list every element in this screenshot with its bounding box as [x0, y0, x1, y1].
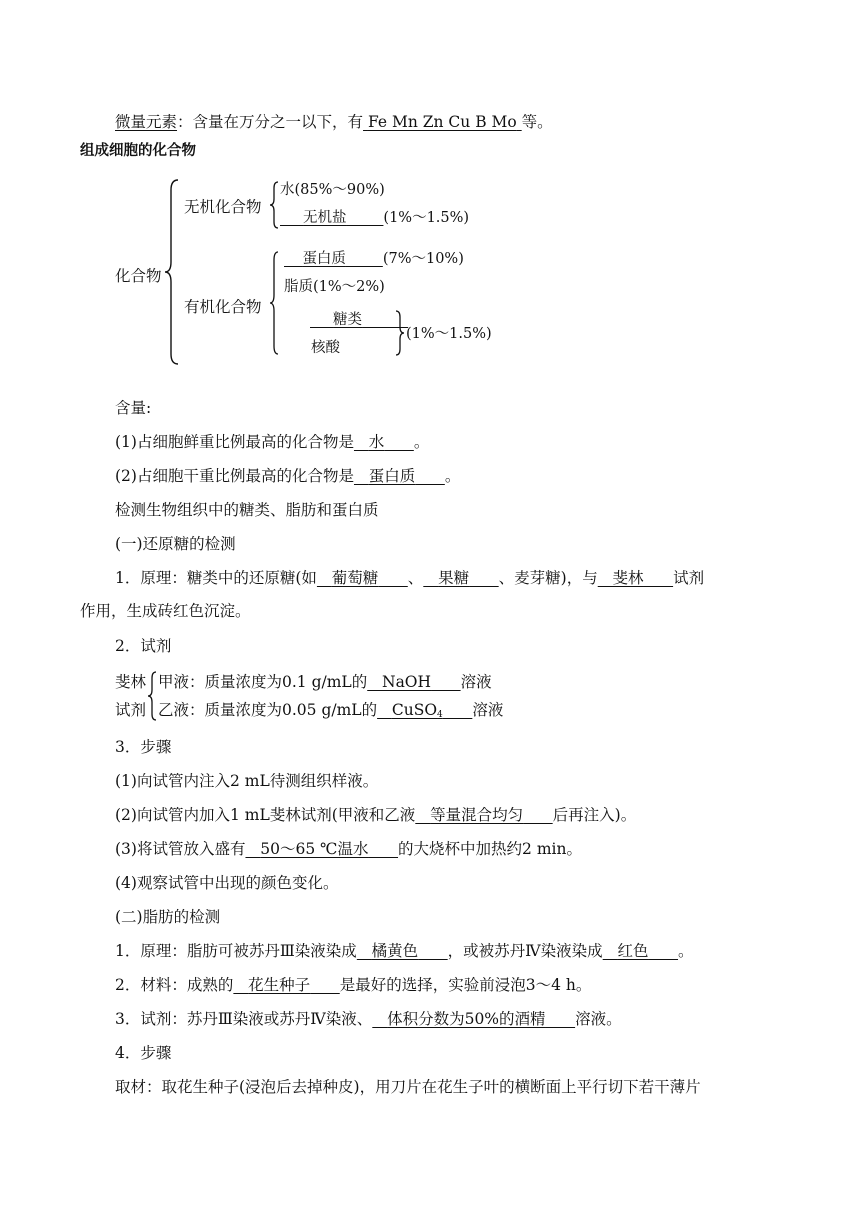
reagent-b: 乙液：质量浓度为0.05 g/mL的 CuSO$_4$ 溶液 — [158, 701, 504, 720]
tree-organic: 有机化合物 — [184, 298, 262, 316]
orange-yellow-blank: 橘黄色 — [371, 942, 419, 960]
reagent-a: 甲液：质量浓度为0.1 g/mL的 NaOH 溶液 — [158, 673, 492, 691]
trace-elements-suffix: 等。 — [521, 113, 553, 131]
step-2-blank: 等量混合均匀 — [430, 806, 524, 824]
fat-sampling: 取材：取花生种子(浸泡后去掉种皮)，用刀片在花生子叶的横断面上平行切下若干薄片 — [115, 1078, 701, 1096]
step-3-blank: 50～65 ℃温水 — [260, 840, 369, 858]
fat-principle: 1．原理：脂肪可被苏丹Ⅲ染液染成 橘黄色 ，或被苏丹Ⅳ染液染成 红色 。 — [115, 942, 694, 960]
brace-root — [163, 178, 181, 366]
tree-lipid: 脂质(1%～2%) — [284, 279, 385, 295]
reagent-name-1: 斐林 — [115, 673, 147, 691]
trace-elements-desc: ：含量在万分之一以下，有 — [177, 113, 364, 131]
fructose-blank: 果糖 — [438, 569, 470, 587]
brace-reagent — [146, 670, 158, 722]
naoh-blank: NaOH — [382, 673, 432, 691]
tree-protein-pct: (7%～10%) — [382, 251, 464, 267]
trace-elements-blank: Fe Mn Zn Cu B Mo — [367, 113, 517, 131]
brace-organic — [268, 250, 280, 356]
peanut-blank: 花生种子 — [248, 976, 311, 994]
tree-sugar-blank: 糖类 — [333, 312, 363, 328]
tree-water: 水(85%～90%) — [280, 182, 385, 198]
section-fat: (二)脂肪的检测 — [115, 908, 221, 926]
tree-nucleic: 核酸 — [311, 340, 340, 356]
tree-protein-line — [284, 249, 464, 269]
step-4: (4)观察试管中出现的颜色变化。 — [115, 874, 339, 892]
fat-material: 2．材料：成熟的 花生种子 是最好的选择，实验前浸泡3～4 h。 — [115, 976, 592, 994]
detect-title: 检测生物组织中的糖类、脂肪和蛋白质 — [115, 501, 379, 519]
fat-reagent: 3．试剂：苏丹Ⅲ染液或苏丹Ⅳ染液、 体积分数为50%的酒精 溶液。 — [115, 1010, 622, 1028]
trace-elements-line — [115, 112, 553, 132]
q1-blank: 水 — [368, 433, 385, 451]
brace-sugar-nucleic — [394, 309, 406, 357]
tree-protein-blank: 蛋白质 — [302, 251, 346, 267]
principle-1-cont: 作用，生成砖红色沉淀。 — [80, 602, 251, 620]
fehling-blank: 斐林 — [612, 569, 644, 587]
tree-sugar-nucleic-pct: (1%～1.5%) — [406, 326, 492, 342]
question-1: (1)占细胞鲜重比例最高的化合物是 水 。 — [115, 433, 430, 451]
trace-elements-label: 微量元素 — [115, 113, 178, 131]
question-2: (2)占细胞干重比例最高的化合物是 蛋白质 。 — [115, 467, 461, 485]
tree-salt-line — [280, 208, 469, 228]
alcohol-blank: 体积分数为50%的酒精 — [387, 1010, 546, 1028]
tree-salt-blank: 无机盐 — [303, 210, 347, 226]
reagent-name-2: 试剂 — [115, 701, 147, 719]
step-3: (3)将试管放入盛有 50～65 ℃温水 的大烧杯中加热约2 min。 — [115, 840, 582, 858]
tree-salt-pct: (1%～1.5%) — [383, 210, 470, 226]
steps-heading: 3．步骤 — [115, 738, 172, 756]
cuso4-blank: CuSO$_4$ — [391, 701, 443, 720]
heading-compounds: 组成细胞的化合物 — [80, 143, 196, 159]
tree-inorganic: 无机化合物 — [184, 198, 262, 216]
reagent-heading: 2．试剂 — [115, 637, 172, 655]
glucose-blank: 葡萄糖 — [331, 569, 379, 587]
fat-steps-heading: 4．步骤 — [115, 1044, 172, 1062]
section-reducing-sugar: (一)还原糖的检测 — [115, 535, 236, 553]
content-label: 含量: — [115, 399, 152, 417]
q2-blank: 蛋白质 — [368, 467, 416, 485]
step-1: (1)向试管内注入2 mL待测组织样液。 — [115, 772, 379, 790]
tree-root: 化合物 — [115, 267, 162, 285]
brace-inorganic — [268, 180, 280, 230]
red-blank: 红色 — [617, 942, 649, 960]
principle-1: 1．原理：糖类中的还原糖(如 葡萄糖 、 果糖 、麦芽糖)，与 斐林 试剂 — [115, 569, 705, 587]
step-2: (2)向试管内加入1 mL斐林试剂(甲液和乙液 等量混合均匀 后再注入)。 — [115, 806, 637, 824]
